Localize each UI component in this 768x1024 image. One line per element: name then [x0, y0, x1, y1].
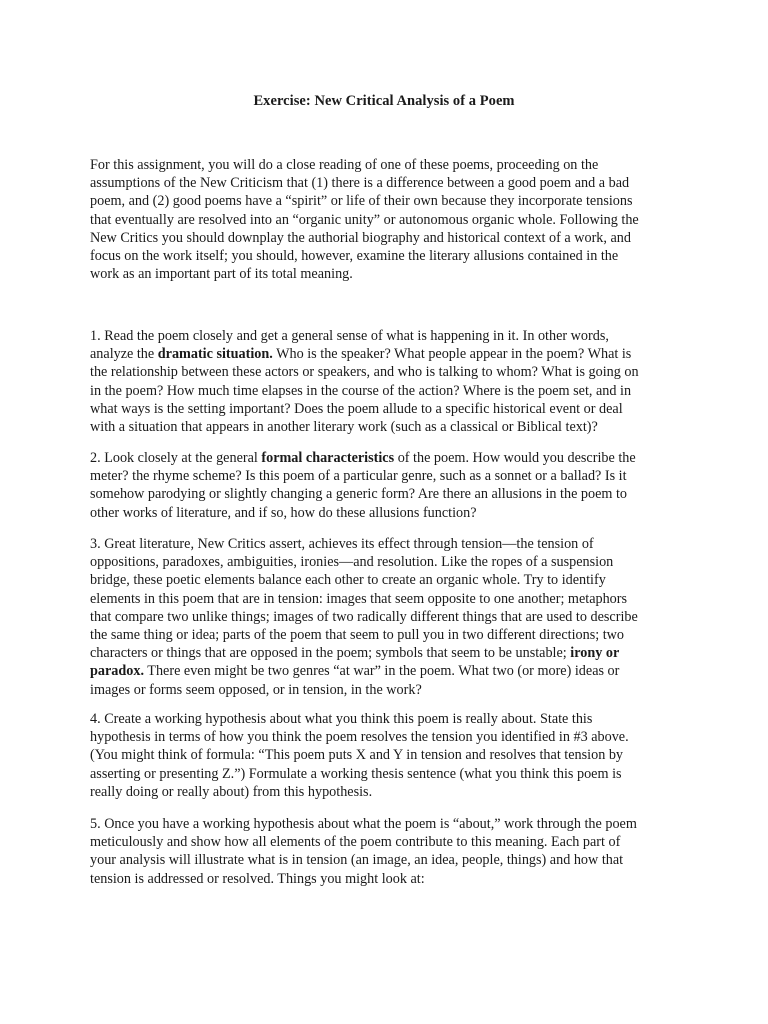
text-line: 3. Great literature, New Critics assert, achieves its effect through tension—the tension of [90, 536, 594, 552]
text-line: in the poem? How much time elapses in the course of the action? Where is the poem set, and in [90, 382, 632, 399]
text-line: your analysis will illustrate what is in tension (an image, an idea, people, things) and how that [90, 852, 624, 869]
emphasis-irony-or: irony or [570, 645, 620, 662]
text-line: meter? the rhyme scheme? Is this poem of a particular genre, such as a sonnet or a ballad? Is it [90, 468, 627, 485]
text-run: characters or things that are opposed in the poem; symbols that seem to be unstable; [90, 645, 571, 662]
text-line: what ways is the setting important? Does the poem allude to a specific historical event or deal [90, 400, 623, 417]
step-1-paragraph [90, 327, 680, 436]
text-line: oppositions, paradoxes, ambiguities, ironies—and resolution. Like the ropes of a suspension [90, 554, 614, 571]
text-line: assumptions of the New Criticism that (1) there is a difference between a good poem and a bad [90, 175, 630, 192]
text-line: bridge, these poetic elements balance each other to create an organic whole. Try to identify [90, 572, 606, 589]
text-line: (You might think of formula: “This poem puts X and Y in tension and resolves that tension by [90, 747, 624, 764]
step-2-paragraph [90, 449, 680, 522]
text-line: For this assignment, you will do a close reading of one of these poems, proceeding on the [90, 157, 599, 173]
text-run: Who is the speaker? What people appear in the poem? What is [272, 346, 632, 363]
text-line [90, 644, 680, 662]
text-line: poem, and (2) good poems have a “spirit” or life of their own because they incorporate tensions [90, 193, 633, 210]
text-line: work as an important part of its total meaning. [90, 266, 353, 283]
text-run: analyze the [90, 346, 158, 363]
text-run: 2. Look closely at the general [90, 450, 262, 466]
text-line: the same thing or idea; parts of the poem that seem to pull you in two different directions; two [90, 627, 625, 644]
text-line: elements in this poem that are in tension: images that seem opposite to one another; metaphors [90, 590, 628, 607]
text-line: that eventually are resolved into an “organic unity” or autonomous organic whole. Following the [90, 211, 639, 228]
text-line: focus on the work itself; you should, however, examine the literary allusions contained in the [90, 248, 619, 265]
text-line [90, 662, 680, 680]
text-line [90, 449, 680, 467]
text-line: other works of literature, and if so, how do these allusions function? [90, 504, 477, 521]
text-line: really doing or really about) from this hypothesis. [90, 783, 373, 800]
text-line: 5. Once you have a working hypothesis about what the poem is “about,” work through the poem [90, 816, 637, 832]
text-line: 4. Create a working hypothesis about what you think this poem is really about. State this [90, 711, 593, 727]
text-line: the relationship between these actors or speakers, and who is talking to whom? What is going on [90, 364, 639, 381]
document-title: Exercise: New Critical Analysis of a Poem [253, 93, 515, 109]
text-line: tension is addressed or resolved. Things you might look at: [90, 870, 425, 887]
text-line: images or forms seem opposed, or in tension, in the work? [90, 681, 422, 698]
text-line: 1. Read the poem closely and get a general sense of what is happening in it. In other words, [90, 328, 609, 344]
step-5-paragraph [90, 815, 680, 888]
step-3-paragraph [90, 535, 680, 699]
text-line: with a situation that appears in another literary work (such as a classical or Biblical text)? [90, 419, 598, 436]
text-run: of the poem. How would you describe the [394, 450, 636, 466]
text-run: There even might be two genres “at war” in the poem. What two (or more) ideas or [144, 663, 620, 680]
emphasis-paradox: paradox. [90, 663, 144, 680]
text-line: asserting or presenting Z.”) Formulate a working thesis sentence (what you think this poem is [90, 765, 622, 782]
text-line: that compare two unlike things; images of two radically different things that are used to describe [90, 608, 638, 625]
step-4-paragraph [90, 710, 680, 801]
intro-paragraph [90, 156, 680, 283]
text-line: New Critics you should downplay the authorial biography and historical context of a work, and [90, 229, 631, 246]
emphasis-formal-characteristics: formal characteristics [261, 450, 395, 466]
text-line: meticulously and show how all elements of the poem contribute to this meaning. Each part of [90, 834, 621, 851]
emphasis-dramatic-situation: dramatic situation. [157, 346, 273, 363]
text-line: hypothesis in terms of how you think the poem resolves the tension you identified in #3 above. [90, 729, 629, 746]
text-line: somehow parodying or slightly changing a generic form? Are there an allusions in the poem to [90, 486, 628, 503]
text-line [90, 345, 680, 363]
